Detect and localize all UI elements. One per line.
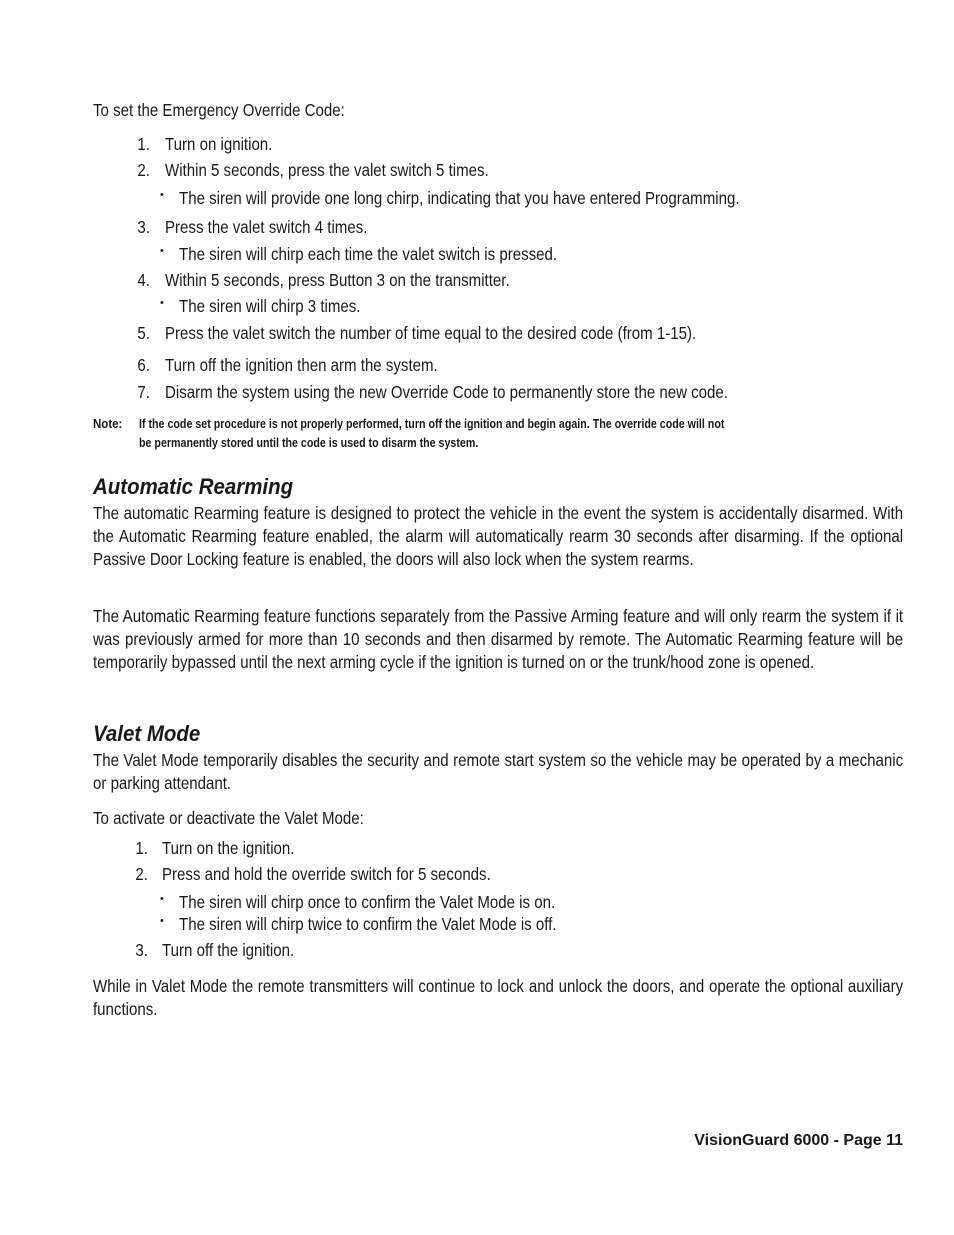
step-text: Within 5 seconds, press the valet switch 5 times. [165, 160, 489, 180]
step-number: 3. [135, 940, 148, 960]
bullet-icon: • [160, 245, 164, 257]
bullet-icon: • [160, 297, 164, 309]
step-number: 5. [137, 323, 150, 343]
step-text: Within 5 seconds, press Button 3 on the transmitter. [165, 270, 510, 290]
note-line-1: If the code set procedure is not properly performed, turn off the ignition and begin again. The override code will not [139, 417, 725, 431]
bullet-icon: • [160, 915, 164, 927]
step-text: Turn on ignition. [165, 134, 273, 154]
step-number: 6. [137, 355, 150, 375]
valet-mode-closing-paragraph: While in Valet Mode the remote transmitters will continue to lock and unlock the doors, and operate the optional auxiliary functions. [93, 976, 904, 1019]
step-text: Turn off the ignition then arm the system. [165, 355, 438, 375]
section-heading-automatic-rearming: Automatic Rearming [93, 474, 294, 499]
step-text: Press the valet switch the number of time equal to the desired code (from 1-15). [165, 323, 697, 343]
note-label: Note: [93, 417, 123, 431]
step-text: Turn off the ignition. [162, 940, 295, 960]
section-heading-valet-mode: Valet Mode [93, 721, 201, 746]
page-footer: VisionGuard 6000 - Page 11 [694, 1132, 903, 1149]
step-number: 1. [137, 134, 150, 154]
step-bullet: The siren will chirp twice to confirm the Valet Mode is off. [179, 914, 557, 934]
step-bullet: The siren will chirp each time the valet switch is pressed. [179, 244, 558, 264]
override-intro: To set the Emergency Override Code: [93, 100, 345, 120]
step-number: 3. [137, 217, 150, 237]
valet-mode-paragraph: The Valet Mode temporarily disables the security and remote start system so the vehicle may be operated by a mechanic or parking attendant. [93, 750, 904, 793]
step-text: Turn on the ignition. [162, 838, 295, 858]
bullet-icon: • [160, 893, 164, 905]
step-text: Press and hold the override switch for 5 seconds. [162, 864, 491, 884]
note-line-2: be permanently stored until the code is used to disarm the system. [139, 436, 479, 450]
step-number: 1. [135, 838, 148, 858]
step-bullet: The siren will chirp once to confirm the Valet Mode is on. [179, 892, 556, 912]
step-number: 2. [135, 864, 148, 884]
step-bullet: The siren will chirp 3 times. [179, 296, 361, 316]
automatic-rearming-paragraph-2: The Automatic Rearming feature functions separately from the Passive Arming feature and will only rearm the system if it was previously armed for more than 10 seconds and then disarmed by remote. The Automatic Rearming feature will be temporarily bypassed until the next arming cycle if the ignition is turned on or the trunk/hood zone is opened. [93, 606, 904, 672]
valet-mode-intro: To activate or deactivate the Valet Mode: [93, 808, 364, 828]
step-number: 2. [137, 160, 150, 180]
step-text: Press the valet switch 4 times. [165, 217, 368, 237]
step-number: 4. [137, 270, 150, 290]
step-text: Disarm the system using the new Override Code to permanently store the new code. [165, 382, 728, 402]
bullet-icon: • [160, 189, 164, 201]
automatic-rearming-paragraph-1: The automatic Rearming feature is designed to protect the vehicle in the event the system is accidentally disarmed. With the Automatic Rearming feature enabled, the alarm will automatically rearm 30 seconds after disarming. If the optional Passive Door Locking feature is enabled, the doors will also lock when the system rearms. [93, 503, 904, 569]
step-bullet: The siren will provide one long chirp, indicating that you have entered Programming. [179, 188, 740, 208]
step-number: 7. [137, 382, 150, 402]
